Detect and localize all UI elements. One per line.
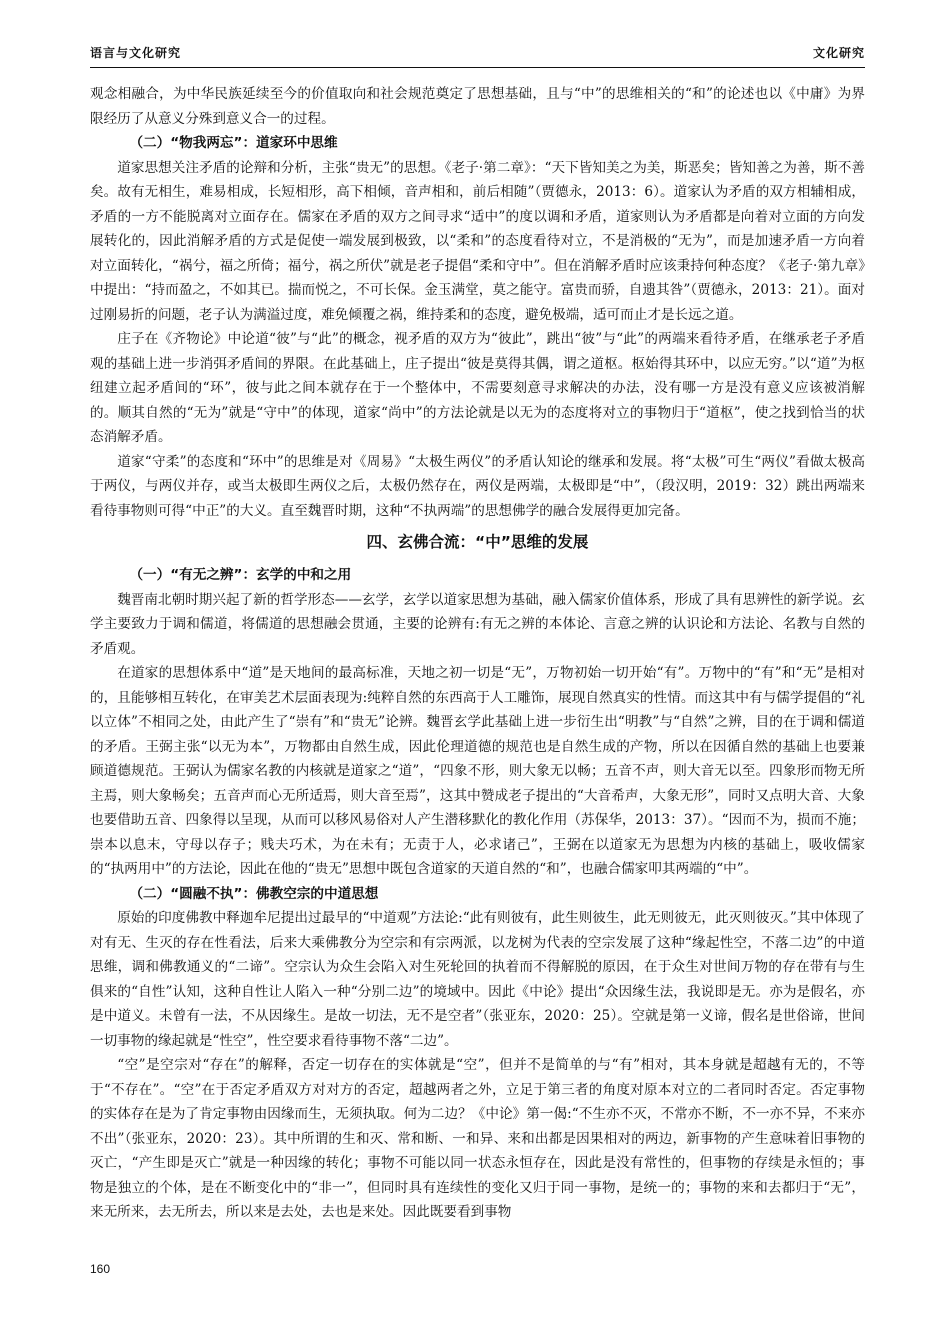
subsection-heading: （二）“圆融不执”：佛教空宗的中道思想 <box>129 885 379 902</box>
paragraph: 原始的印度佛教中释迦牟尼提出过最早的“中道观”方法论:“此有则彼有，此生则彼生，此无则彼无，此灭则彼灭。”其中体现了对有无、生灭的存在性看法，后来大乘佛教分为空宗和有宗两派，以龙树为代表的空宗发展了这种“缘起性空，不落二边”的中道思维，调和佛教通义的“二谛”。空宗认为众生会陷入对生死轮回的执着而不得解脱的原因，在于众生对世间万物的存在带有与生俱来的“自性”认知，这种自性让人陷入一种“分别二边”的境域中。因此《中论》提出“众因缘生法，我说即是无。亦为是假名，亦是中道义。未曾有一法，不从因缘生。是故一切法，无不是空者”（张亚东，2020：25）。空就是第一义谛，假名是世俗谛，世间一切事物的缘起就是“性空”，性空要求看待事物不落“二边”。 <box>90 910 865 1049</box>
paragraph: 在道家的思想体系中“道”是天地间的最高标准，天地之初一切是“无”，万物初始一切开始“有”。万物中的“有”和“无”是相对的，且能够相互转化，在审美艺术层面表现为:纯粹自然的东西高于人工雕饰，展现自然真实的性情。而这其中有与儒学提倡的“礼以立体”不相同之处，由此产生了“崇有”和“贵无”论辨。魏晋玄学此基础上进一步衍生出“明教”与“自然”之辨，目的在于调和儒道的矛盾。王弼主张“以无为本”，万物都由自然生成，因此伦理道德的规范也是自然生成的产物，所以在因循自然的基础上也要兼顾道德规范。王弼认为儒家名教的内核就是道家之“道”，“四象不形，则大象无以畅；五音不声，则大音无以至。四象形而物无所主焉，则大象畅矣；五音声而心无所适焉，则大音至焉”，这其中赞成老子提出的“大音希声，大象无形”，同时又点明大音、大象也要借助五音、四象得以呈现，从而可以移风易俗对人产生潜移默化的教化作用（苏保华，2013：37）。“因而不为，损而不施；崇本以息末，守母以存子；贱夫巧术，为在未有；无责于人，必求诸己”，王弼在以道家无为思想为内核的基础上，吸收儒家的“执两用中”的方法论，因此在他的“贵无”思想中既包含道家的天道自然的“和”，也融合儒家叩其两端的“中”。 <box>90 665 865 877</box>
page-number: 160 <box>90 1262 111 1276</box>
running-header <box>90 44 865 62</box>
section-name: 文化研究 <box>812 46 865 60</box>
paragraph: 魏晋南北朝时期兴起了新的哲学形态——玄学，玄学以道家思想为基础，融入儒家价值体系，形成了具有思辨性的新学说。玄学主要致力于调和儒道，将儒道的思想融会贯通，主要的论辨有:有无之辨的本体论、言意之辨的认识论和方法论、名教与自然的矛盾观。 <box>90 591 865 657</box>
paragraph: 庄子在《齐物论》中论道“彼”与“此”的概念，视矛盾的双方为“彼此”，跳出“彼”与“此”的两端来看待矛盾，在继承老子矛盾观的基础上进一步消弭矛盾间的界限。在此基础上，庄子提出“彼是莫得其偶，谓之道枢。枢始得其环中，以应无穷。”以“道”为枢纽建立起矛盾间的“环”，彼与此之间本就存在于一个整体中，不需要刻意寻求解决的办法，没有哪一方是没有意义应该被消解的。顺其自然的“无为”就是“守中”的体现，道家“尚中”的方法论就是以无为的态度将对立的事物归于“道枢”，使之找到恰当的状态消解矛盾。 <box>90 331 865 445</box>
header-rule <box>90 67 865 68</box>
paragraph: 道家思想关注矛盾的论辩和分析，主张“贵无”的思想。《老子·第二章》：“天下皆知美之为美，斯恶矣；皆知善之为善，斯不善矣。故有无相生，难易相成，长短相形，高下相倾，音声相和，前后相随”（贾德永，2013：6）。道家认为矛盾的双方相辅相成，矛盾的一方不能脱离对立面存在。儒家在矛盾的双方之间寻求“适中”的度以调和矛盾，道家则认为矛盾都是向着对立面的方向发展转化的，因此消解矛盾的方式是促使一端发展到极致，以“柔和”的态度看待对立，不是消极的“无为”，而是加速矛盾一方向着对立面转化，“祸兮，福之所倚；福兮，祸之所伏”就是老子提倡“柔和守中”。但在消解矛盾时应该秉持何种态度？《老子·第九章》中提出：“持而盈之，不如其已。揣而悦之，不可长保。金玉满堂，莫之能守。富贵而骄，自遗其咎”（贾德永，2013：21）。面对过刚易折的问题，老子认为满溢过度，难免倾覆之祸，维持柔和的态度，避免极端，适可而止才是长远之道。 <box>90 159 866 323</box>
journal-name: 语言与文化研究 <box>90 46 182 60</box>
paragraph: “空”是空宗对“存在”的解释，否定一切存在的实体就是“空”，但并不是简单的与“有”相对，其本身就是超越有无的，不等于“不存在”。“空”在于否定矛盾双方对对方的否定，超越两者之外，立足于第三者的角度对原本对立的二者同时否定。否定事物的实体存在是为了肯定事物由因缘而生，无须执取。何为二边？《中论》第一偈:“不生亦不灭，不常亦不断，不一亦不异，不来亦不出”（张亚东，2020：23）。其中所谓的生和灭、常和断、一和异、来和出都是因果相对的两边，新事物的产生意味着旧事物的灭亡，“产生即是灭亡”就是一种因缘的转化；事物不可能以同一状态永恒存在，因此是没有常性的，但事物的存续是永恒的；事物是独立的个体，是在不断变化中的“非一”，但同时具有连续性的变化又归于同一事物，是统一的；事物的来和去都归于“无”，来无所来，去无所去，所以来是去处，去也是来处。因此既要看到事物 <box>90 1057 865 1220</box>
subsection-heading: （一）“有无之辨”：玄学的中和之用 <box>129 567 352 583</box>
article-body <box>90 82 865 1225</box>
section-heading: 四、玄佛合流：“中”思维的发展 <box>366 533 589 551</box>
paragraph: 观念相融合，为中华民族延续至今的价值取向和社会规范奠定了思想基础，且与“中”的思维相关的“和”的论述也以《中庸》为界限经历了从意义分殊到意义合一的过程。 <box>90 86 865 127</box>
paragraph: 道家“守柔”的态度和“环中”的思维是对《周易》“太极生两仪”的矛盾认知论的继承和发展。将“太极”可生“两仪”看做太极高于两仪，与两仪并存，或当太极即生两仪之后，太极仍然存在，两仪是两端，太极即是“中”，（段汉明，2019：32）跳出两端来看待事物则可得“中正”的大义。直至魏晋时期，这种“不执两端”的思想佛学的融合发展得更加完备。 <box>90 453 865 519</box>
subsection-heading: （二）“物我两忘”：道家环中思维 <box>129 135 338 151</box>
